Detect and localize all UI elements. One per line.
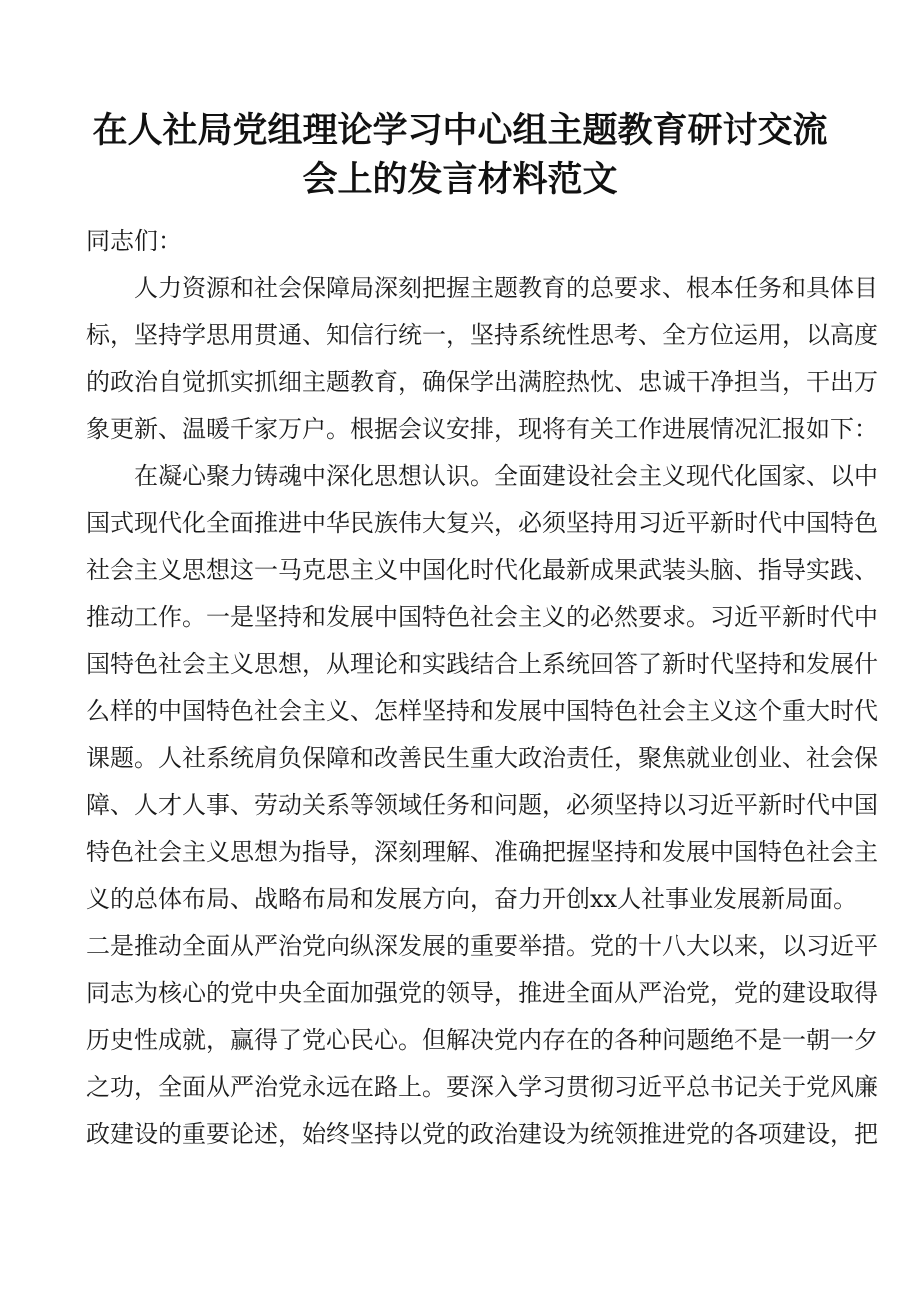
paragraph-2-line: 义的总体布局、战略布局和发展方向，奋力开创xx人社事业发展新局面。 <box>86 885 858 913</box>
paragraph-2-line: 障、人才人事、劳动关系等领域任务和问题，必须坚持以习近平新时代中国 <box>86 791 878 819</box>
paragraph-2-line: 国式现代化全面推进中华民族伟大复兴，必须坚持用习近平新时代中国特色 <box>86 509 878 537</box>
paragraph-1-line: 人力资源和社会保障局深刻把握主题教育的总要求、根本任务和具体目 <box>134 274 878 302</box>
paragraph-2-line: 二是推动全面从严治党向纵深发展的重要举措。党的十八大以来，以习近平 <box>86 932 878 960</box>
paragraph-2-line: 之功，全面从严治党永远在路上。要深入学习贯彻习近平总书记关于党风廉 <box>86 1073 878 1101</box>
document-title-line-1: 在人社局党组理论学习中心组主题教育研讨交流 <box>92 111 828 151</box>
paragraph-2-line: 政建设的重要论述，始终坚持以党的政治建设为统领推进党的各项建设，把 <box>86 1120 878 1148</box>
paragraph-2-line: 推动工作。一是坚持和发展中国特色社会主义的必然要求。习近平新时代中 <box>86 603 878 631</box>
document-title-line-2: 会上的发言材料范文 <box>302 160 618 200</box>
paragraph-1-line: 的政治自觉抓实抓细主题教育，确保学出满腔热忱、忠诚干净担当，干出万 <box>86 368 878 396</box>
paragraph-2-line: 同志为核心的党中央全面加强党的领导，推进全面从严治党，党的建设取得 <box>86 979 878 1007</box>
paragraph-2-line: 在凝心聚力铸魂中深化思想认识。全面建设社会主义现代化国家、以中 <box>134 462 878 490</box>
paragraph-2-line: 么样的中国特色社会主义、怎样坚持和发展中国特色社会主义这个重大时代 <box>86 697 878 725</box>
salutation: 同志们： <box>86 227 182 255</box>
paragraph-2-line: 特色社会主义思想为指导，深刻理解、准确把握坚持和发展中国特色社会主 <box>86 838 878 866</box>
paragraph-2-line: 国特色社会主义思想，从理论和实践结合上系统回答了新时代坚持和发展什 <box>86 650 878 678</box>
paragraph-1-line: 标，坚持学思用贯通、知信行统一，坚持系统性思考、全方位运用，以高度 <box>86 321 878 349</box>
paragraph-2-line: 课题。人社系统肩负保障和改善民生重大政治责任，聚焦就业创业、社会保 <box>86 744 878 772</box>
paragraph-2-line: 历史性成就，赢得了党心民心。但解决党内存在的各种问题绝不是一朝一夕 <box>86 1026 878 1054</box>
paragraph-1-line: 象更新、温暖千家万户。根据会议安排，现将有关工作进展情况汇报如下： <box>86 415 878 443</box>
paragraph-2-line: 社会主义思想这一马克思主义中国化时代化最新成果武装头脑、指导实践、 <box>86 556 878 584</box>
